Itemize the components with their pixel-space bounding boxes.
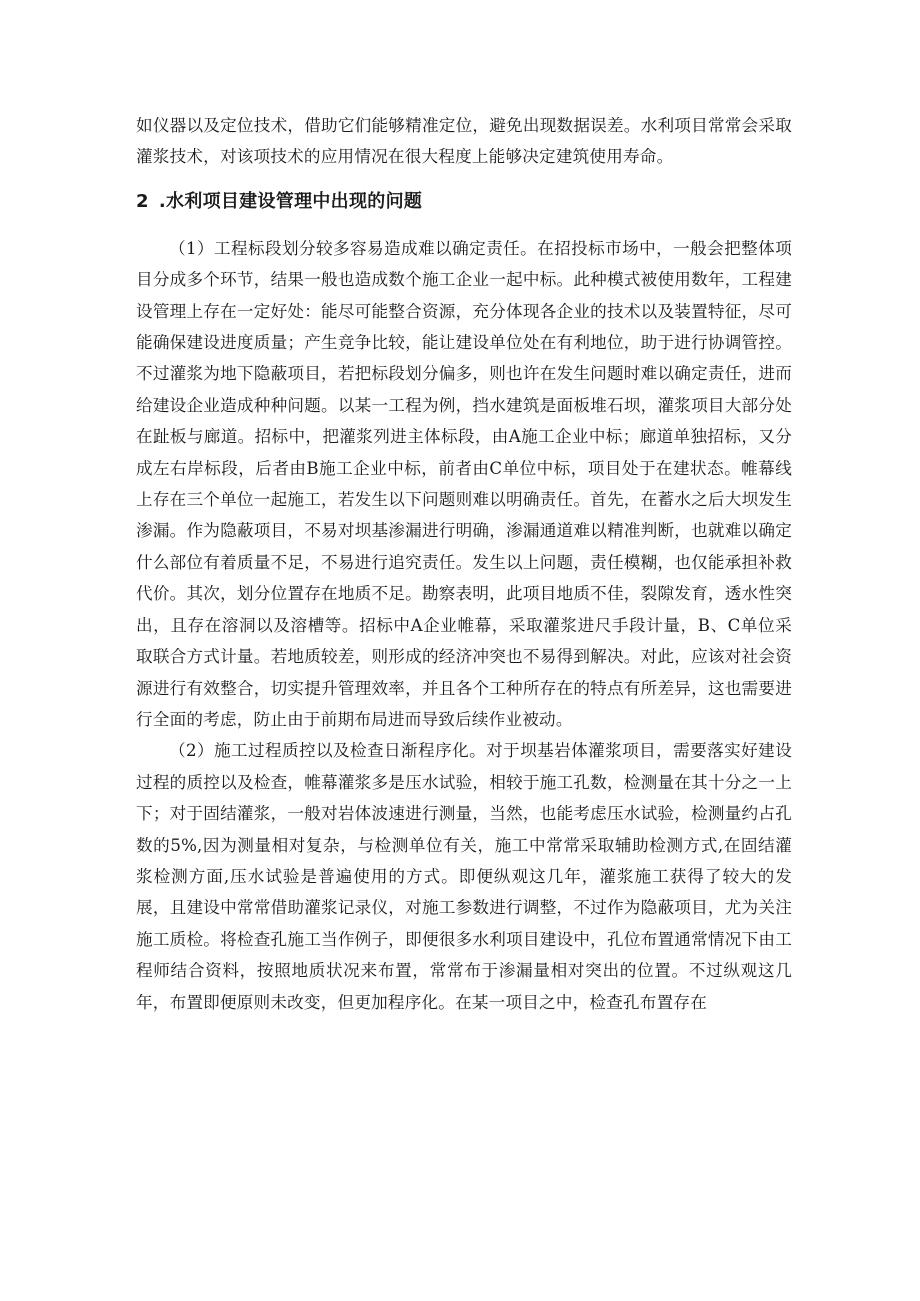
intro-paragraph: 如仪器以及定位技术，借助它们能够精准定位，避免出现数据误差。水利项目常常会采取灌浆技术，对该项技术的应用情况在很大程度上能够决定建筑使用寿命。 [136,116,792,167]
paragraph-2: （2）施工过程质控以及检查日渐程序化。对于坝基岩体灌浆项目，需要落实好建设过程的质控以及检查，帷幕灌浆多是压水试验，相较于施工孔数，检测量在其十分之一上下；对于固结灌浆，一般对岩体波速进行测量，当然，也能考虑压水试验，检测量约占孔数的5%,因为测量相对复杂，与检测单位有关，施工中常常采取辅助检测方式,在固结灌浆检测方面,压水试验是普遍使用的方式。即便纵观这几年，灌浆施工获得了较大的发展，且建设中常常借助灌浆记录仪，对施工参数进行调整，不过作为隐蔽项目，尤为关注施工质检。将检查孔施工当作例子，即便很多水利项目建设中，孔位布置通常情况下由工程师结合资料，按照地质状况来布置，常常布于渗漏量相对突出的位置。不过纵观这几年，布置即便原则未改变，但更加程序化。在某一项目之中，检查孔布置存在 [136,741,792,1012]
section-title: .水利项目建设管理中出现的问题 [158,190,423,212]
paragraph-1: （1）工程标段划分较多容易造成难以确定责任。在招投标市场中，一般会把整体项目分成多个环节，结果一般也造成数个施工企业一起中标。此种模式被使用数年，工程建设管理上存在一定好处：能尽可能整合资源，充分体现各企业的技术以及装置特征，尽可能确保建设进度质量；产生竞争比较，能让建设单位处在有利地位，助于进行协调管控。不过灌浆为地下隐蔽项目，若把标段划分偏多，则也许在发生问题时难以确定责任，进而给建设企业造成种种问题。以某一工程为例，挡水建筑是面板堆石坝，灌浆项目大部分处在趾板与廊道。招标中，把灌浆列进主体标段，由A施工企业中标；廊道单独招标，又分成左右岸标段，后者由B施工企业中标，前者由C单位中标，项目处于在建状态。帷幕线上存在三个单位一起施工，若发生以下问题则难以明确责任。首先，在蓄水之后大坝发生渗漏。作为隐蔽项目，不易对坝基渗漏进行明确，渗漏通道难以精准判断，也就难以确定什么部位有着质量不足，不易进行追究责任。发生以上问题，责任模糊，也仅能承担补救代价。其次，划分位置存在地质不足。勘察表明，此项目地质不佳，裂隙发育，透水性突出，且存在溶洞以及溶槽等。招标中A企业帷幕，采取灌浆进尺手段计量，B、C单位采取联合方式计量。若地质较差，则形成的经济冲突也不易得到解决。对此，应该对社会资源进行有效整合，切实提升管理效率，并且各个工种所存在的特点有所差异，这也需要进行全面的考虑，防止由于前期布局进而导致后续作业被动。 [136,238,792,729]
section-heading [136,187,792,217]
document-page [136,110,792,1018]
section-number: 2 [136,190,149,212]
